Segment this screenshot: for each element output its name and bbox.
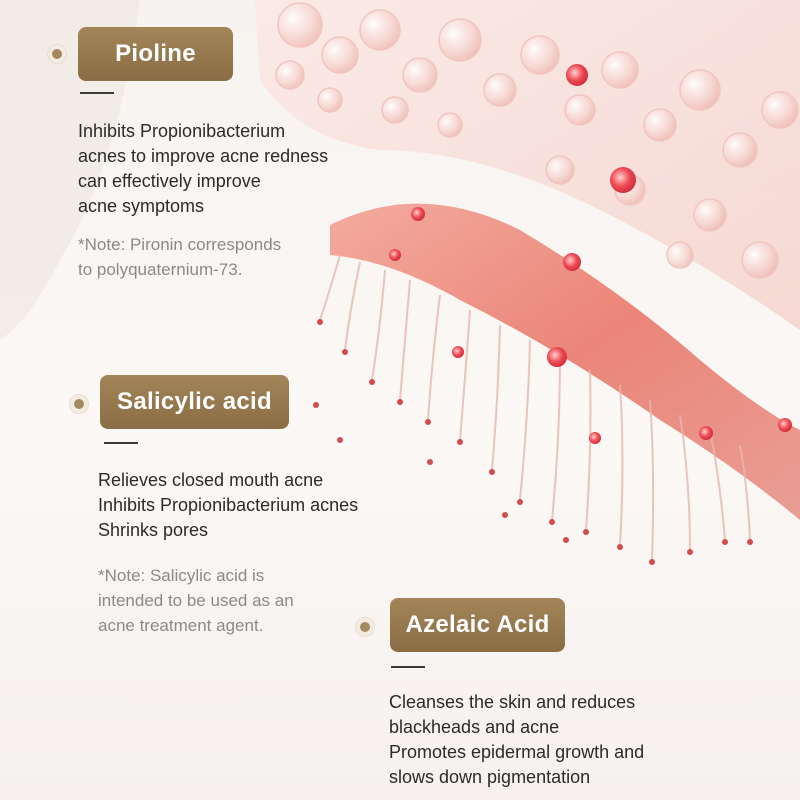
description-line: Shrinks pores bbox=[98, 520, 209, 540]
divider bbox=[80, 92, 114, 94]
description-line: Inhibits Propionibacterium bbox=[78, 121, 286, 141]
title-badge: Pioline bbox=[78, 27, 233, 81]
note-line: acne treatment agent. bbox=[98, 616, 264, 635]
description-line: Promotes epidermal growth and bbox=[389, 742, 645, 762]
note-line: to polyquaternium-73. bbox=[78, 260, 243, 279]
note-line: intended to be used as an bbox=[98, 591, 294, 610]
bullet-icon bbox=[47, 44, 67, 64]
description-line: Inhibits Propionibacterium acnes bbox=[98, 495, 359, 515]
description-line: slows down pigmentation bbox=[389, 767, 591, 787]
description-line: Relieves closed mouth acne bbox=[98, 470, 324, 490]
note-line: *Note: Salicylic acid is bbox=[98, 566, 265, 585]
description bbox=[389, 690, 644, 790]
description-line: acnes to improve acne redness bbox=[78, 146, 329, 166]
bullet-icon bbox=[69, 394, 89, 414]
description-line: blackheads and acne bbox=[389, 717, 560, 737]
divider bbox=[104, 442, 138, 444]
divider bbox=[391, 666, 425, 668]
note bbox=[98, 563, 294, 638]
description bbox=[98, 468, 358, 543]
note-line: *Note: Pironin corresponds bbox=[78, 235, 282, 254]
description-line: Cleanses the skin and reduces bbox=[389, 692, 636, 712]
description bbox=[78, 119, 328, 219]
title-badge: Salicylic acid bbox=[100, 375, 289, 429]
description-line: can effectively improve bbox=[78, 171, 261, 191]
title-badge: Azelaic Acid bbox=[390, 598, 565, 652]
description-line: acne symptoms bbox=[78, 196, 205, 216]
note bbox=[78, 232, 281, 282]
bullet-icon bbox=[355, 617, 375, 637]
